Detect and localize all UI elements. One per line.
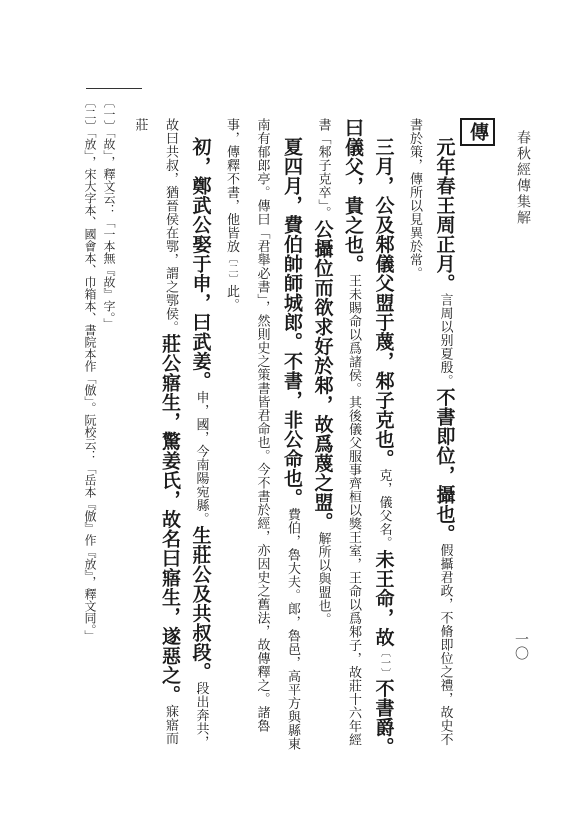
main-text-segment: 公攝位而欲求好於邾，故爲蔑之盟。 <box>311 219 334 532</box>
text-paragraph <box>307 118 399 758</box>
commentary-segment: 克，儀父名。 <box>376 468 392 550</box>
main-text-segment: 不書即位，攝也。 <box>433 387 456 544</box>
commentary-segment: 王未賜命以爲諸侯。其後儀父服事齊桓以獎王室，王命以爲邾子，故莊十六年經書「邾子克卒」。 <box>315 118 361 747</box>
main-text-segment: 初，鄭武公娶于申，曰武姜。 <box>189 137 212 391</box>
main-text-segment: 元年春王周正月。 <box>433 137 456 293</box>
text-paragraph <box>216 118 308 758</box>
main-text-segment: 不書爵。曰儀父，貴之也。 <box>342 118 395 757</box>
text-paragraph <box>399 118 460 758</box>
commentary-segment: 此。 <box>224 284 239 312</box>
heading-paragraph <box>460 118 496 758</box>
footnote-2: 〔二〕「放」，宋大字本、國會本、巾箱本、書院本作「倣」。阮校云：「岳本『倣』作『放』，釋文同。」 <box>83 96 97 642</box>
text-paragraph <box>124 118 216 758</box>
footnote-1: 〔一〕「故」，釋文云：「一本無『故』字。」 <box>102 96 116 330</box>
commentary-segment: 申，國，今南陽宛縣。 <box>193 390 209 526</box>
paragraphs <box>124 118 460 758</box>
page-number: 一〇 <box>513 632 529 660</box>
main-text <box>55 118 495 758</box>
commentary-segment: 解所以與盟也。 <box>315 531 331 626</box>
main-text-segment: 夏四月，費伯帥師城郎。不書，非公命也。 <box>281 137 303 508</box>
main-text-segment: 未王命，故 <box>372 549 395 647</box>
footnote-ref: 〔二〕 <box>226 253 237 285</box>
running-head: 春秋經傳集解 <box>515 130 531 226</box>
main-text-segment: 三月，公及邾儀父盟于蔑，邾子克也。 <box>372 137 395 469</box>
main-text-segment: 莊公寤生，驚姜氏，故名曰寤生，遂惡之。 <box>159 334 181 705</box>
commentary-segment: 假攝君政，不脩即位之禮，故史不書於策，傳所以見異於常。 <box>407 118 453 746</box>
main-text-segment: 生莊公及共叔段。 <box>189 525 212 682</box>
commentary-segment: 段出奔共，故曰共叔，猶晉侯在鄂，謂之鄂侯。 <box>163 118 209 749</box>
footnote-ref: 〔一〕 <box>378 647 390 679</box>
commentary-segment: 費伯，魯大夫。郎，魯邑，高平方與縣東南有郁郎亭。傳曰「君舉必書」，然則史之策書皆君命也。今不書於經，亦因史之舊法，故傳釋之。諸魯事，傳釋不書，他皆放 <box>224 118 300 751</box>
section-heading: 傳 <box>460 118 496 146</box>
commentary-segment: 寐寤而莊 <box>132 118 178 745</box>
commentary-segment: 言周以别夏殷。 <box>437 293 453 388</box>
footnote-divider <box>86 88 142 89</box>
footnotes <box>58 96 118 736</box>
